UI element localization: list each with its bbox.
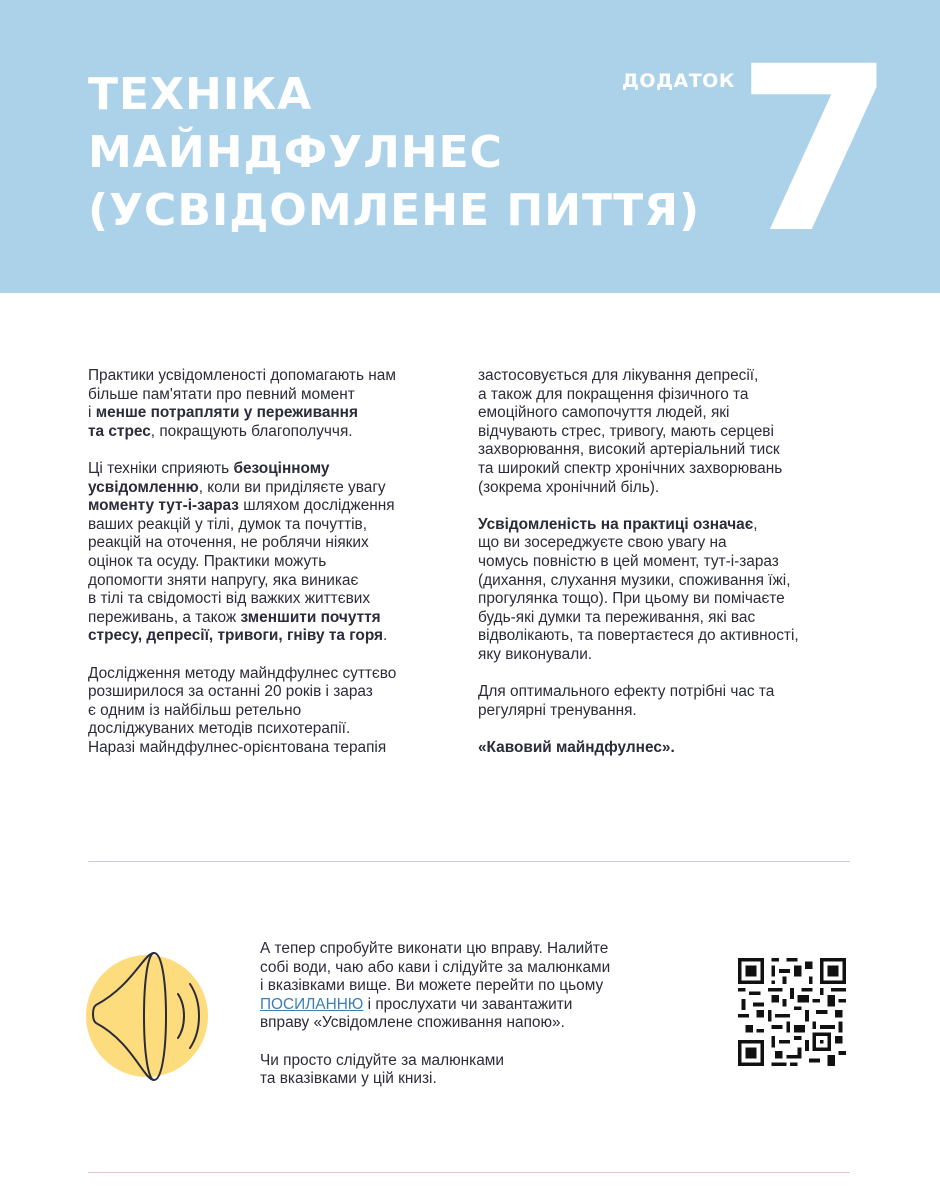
- paragraph: Ці техніки сприяють безоцінному усвідомленню, коли ви приділяєте увагу моменту тут-і-зараз шляхом дослідження ваших реакцій у тілі, думок та почуттів, реакцій на оточення, не роблячи ніяких оцінок та осуду. Практики можуть допомогти зняти напругу, яка виникає в тілі та свідомості від важких життєвих переживань, а також зменшити почуття стресу, депресії, тривоги, гніву та горя.: [88, 459, 395, 645]
- left-column: [88, 367, 458, 776]
- header-banner: [0, 0, 940, 293]
- paragraph: Усвідомленість на практиці означає, що ви зосереджуєте свою увагу на чомусь повністю в цей момент, тут-і-зараз (дихання, слухання музики, споживання їжі, прогулянка тощо). При цьому ви помічаєте будь-які думки та переживання, які вас відволікають, та повертаєтеся до активності, яку виконували.: [478, 515, 799, 663]
- paragraph: застосовується для лікування депресії, а також для покращення фізичного та емоційного самопочуття людей, які відчувають стрес, тривогу, мають серцеві захворювання, високий артеріальний тиск та широкий спектр хронічних захворювань (зокрема хронічний біль).: [478, 367, 783, 496]
- paragraph: Практики усвідомленості допомагають нам більше пам'ятати про певний момент і менше потрапляти у переживання та стрес, покращують благополуччя.: [88, 367, 396, 440]
- qr-code-icon[interactable]: [738, 958, 846, 1066]
- paragraph: [478, 739, 858, 758]
- appendix-label: ДОДАТОК: [622, 70, 735, 92]
- paragraph: Для оптимального ефекту потрібні час та регулярні тренування.: [478, 683, 775, 719]
- speaker-icon[interactable]: [86, 950, 212, 1084]
- right-column: [478, 367, 858, 776]
- exercise-instructions: А тепер спробуйте виконати цю вправу. Налийте собі води, чаю або кави і слідуйте за малюнками і вказівками вище. Ви можете перейти по цьому ПОСИЛАННЮ і прослухати чи завантажити вправу «Усвідомлене споживання напою». Чи просто слідуйте за малюнками та вказівками у цій книзі.: [260, 940, 611, 1088]
- page-title: ТЕХНІКА МАЙНДФУЛНЕС (УСВІДОМЛЕНЕ ПИТТЯ): [88, 69, 701, 236]
- exercise-link[interactable]: ПОСИЛАННЮ: [260, 995, 364, 1013]
- appendix-number: 7: [736, 17, 895, 283]
- divider: [88, 861, 850, 862]
- coffee-mindfulness-heading: «Кавовий майндфулнес».: [478, 738, 675, 756]
- divider: [88, 1172, 850, 1173]
- paragraph: Дослідження методу майндфулнес суттєво розширилося за останні 20 років і зараз є одним із найбільш ретельно досліджуваних методів психотерапії. Наразі майндфулнес-орієнтована терапія: [88, 664, 397, 756]
